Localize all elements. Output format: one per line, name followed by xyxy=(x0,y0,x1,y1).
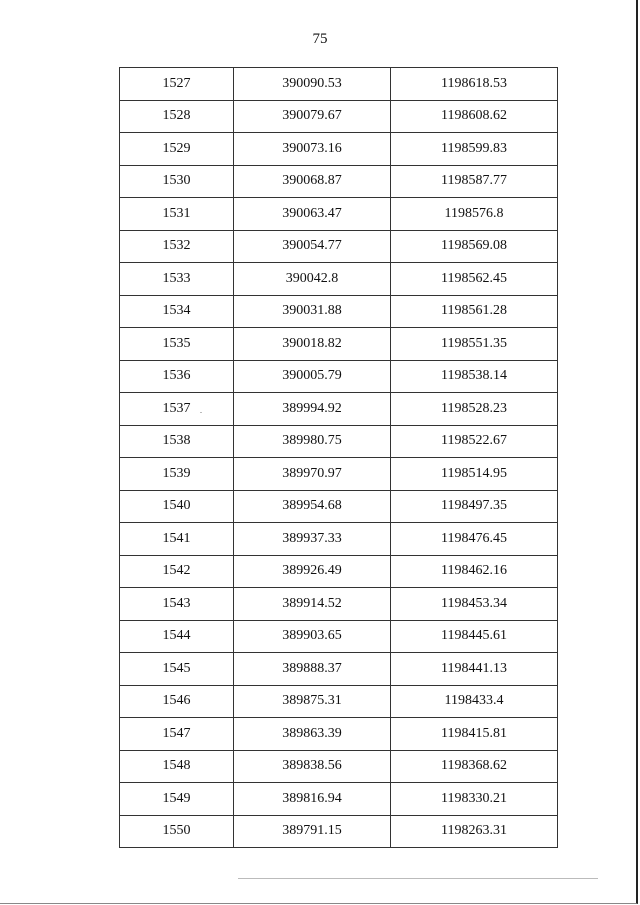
point-number-cell: 1533 xyxy=(120,263,234,296)
table-row xyxy=(120,393,558,426)
y-coordinate-cell: 1198569.08 xyxy=(391,230,558,263)
coordinates-table-body xyxy=(120,68,558,848)
point-number-cell: 1542 xyxy=(120,555,234,588)
y-coordinate-cell: 1198433.4 xyxy=(391,685,558,718)
x-coordinate-cell: 389926.49 xyxy=(234,555,391,588)
point-number-cell: 1543 xyxy=(120,588,234,621)
y-coordinate-cell: 1198576.8 xyxy=(391,198,558,231)
y-coordinate-cell: 1198497.35 xyxy=(391,490,558,523)
table-row xyxy=(120,523,558,556)
x-coordinate-cell: 390005.79 xyxy=(234,360,391,393)
x-coordinate-cell: 389816.94 xyxy=(234,783,391,816)
point-number-cell: 1535 xyxy=(120,328,234,361)
table-row xyxy=(120,425,558,458)
table-row xyxy=(120,263,558,296)
point-number-cell: 1536 xyxy=(120,360,234,393)
point-number-cell: 1549 xyxy=(120,783,234,816)
y-coordinate-cell: 1198528.23 xyxy=(391,393,558,426)
point-number-cell: 1539 xyxy=(120,458,234,491)
x-coordinate-cell: 389838.56 xyxy=(234,750,391,783)
point-number-cell: 1545 xyxy=(120,653,234,686)
table-row xyxy=(120,490,558,523)
y-coordinate-cell: 1198330.21 xyxy=(391,783,558,816)
y-coordinate-cell: 1198551.35 xyxy=(391,328,558,361)
x-coordinate-cell: 389903.65 xyxy=(234,620,391,653)
x-coordinate-cell: 390079.67 xyxy=(234,100,391,133)
table-row xyxy=(120,783,558,816)
table-row xyxy=(120,360,558,393)
page-number: 75 xyxy=(312,31,328,47)
table-row xyxy=(120,815,558,848)
y-coordinate-cell: 1198514.95 xyxy=(391,458,558,491)
x-coordinate-cell: 389954.68 xyxy=(234,490,391,523)
table-row xyxy=(120,685,558,718)
table-row xyxy=(120,230,558,263)
x-coordinate-cell: 389791.15 xyxy=(234,815,391,848)
y-coordinate-cell: 1198599.83 xyxy=(391,133,558,166)
table-row xyxy=(120,653,558,686)
x-coordinate-cell: 390090.53 xyxy=(234,68,391,101)
y-coordinate-cell: 1198587.77 xyxy=(391,165,558,198)
point-number-cell: 1541 xyxy=(120,523,234,556)
coordinates-table xyxy=(119,67,558,848)
table-row xyxy=(120,198,558,231)
point-number-cell: 1544 xyxy=(120,620,234,653)
x-coordinate-cell: 390042.8 xyxy=(234,263,391,296)
point-number-cell: 1540 xyxy=(120,490,234,523)
point-number-cell: 1548 xyxy=(120,750,234,783)
x-coordinate-cell: 390068.87 xyxy=(234,165,391,198)
point-number-cell: 1534 xyxy=(120,295,234,328)
point-number-cell: 1527 xyxy=(120,68,234,101)
point-number-cell: 1537 xyxy=(120,393,234,426)
scan-speck xyxy=(200,412,202,413)
table-row xyxy=(120,68,558,101)
x-coordinate-cell: 389875.31 xyxy=(234,685,391,718)
y-coordinate-cell: 1198522.67 xyxy=(391,425,558,458)
table-row xyxy=(120,328,558,361)
x-coordinate-cell: 390054.77 xyxy=(234,230,391,263)
y-coordinate-cell: 1198618.53 xyxy=(391,68,558,101)
y-coordinate-cell: 1198462.16 xyxy=(391,555,558,588)
y-coordinate-cell: 1198415.81 xyxy=(391,718,558,751)
y-coordinate-cell: 1198476.45 xyxy=(391,523,558,556)
table-row xyxy=(120,100,558,133)
bottom-rule xyxy=(238,878,598,879)
x-coordinate-cell: 389914.52 xyxy=(234,588,391,621)
point-number-cell: 1546 xyxy=(120,685,234,718)
point-number-cell: 1528 xyxy=(120,100,234,133)
table-row xyxy=(120,133,558,166)
point-number-cell: 1550 xyxy=(120,815,234,848)
table-row xyxy=(120,588,558,621)
x-coordinate-cell: 390063.47 xyxy=(234,198,391,231)
table-row xyxy=(120,750,558,783)
y-coordinate-cell: 1198453.34 xyxy=(391,588,558,621)
point-number-cell: 1529 xyxy=(120,133,234,166)
x-coordinate-cell: 389937.33 xyxy=(234,523,391,556)
x-coordinate-cell: 389980.75 xyxy=(234,425,391,458)
y-coordinate-cell: 1198445.61 xyxy=(391,620,558,653)
point-number-cell: 1532 xyxy=(120,230,234,263)
point-number-cell: 1530 xyxy=(120,165,234,198)
x-coordinate-cell: 389888.37 xyxy=(234,653,391,686)
x-coordinate-cell: 389994.92 xyxy=(234,393,391,426)
x-coordinate-cell: 389970.97 xyxy=(234,458,391,491)
y-coordinate-cell: 1198561.28 xyxy=(391,295,558,328)
x-coordinate-cell: 389863.39 xyxy=(234,718,391,751)
x-coordinate-cell: 390018.82 xyxy=(234,328,391,361)
x-coordinate-cell: 390073.16 xyxy=(234,133,391,166)
table-row xyxy=(120,555,558,588)
y-coordinate-cell: 1198263.31 xyxy=(391,815,558,848)
table-row xyxy=(120,718,558,751)
point-number-cell: 1531 xyxy=(120,198,234,231)
y-coordinate-cell: 1198562.45 xyxy=(391,263,558,296)
point-number-cell: 1547 xyxy=(120,718,234,751)
table-row xyxy=(120,165,558,198)
y-coordinate-cell: 1198441.13 xyxy=(391,653,558,686)
point-number-cell: 1538 xyxy=(120,425,234,458)
y-coordinate-cell: 1198608.62 xyxy=(391,100,558,133)
y-coordinate-cell: 1198538.14 xyxy=(391,360,558,393)
table-row xyxy=(120,458,558,491)
table-row xyxy=(120,620,558,653)
table-row xyxy=(120,295,558,328)
x-coordinate-cell: 390031.88 xyxy=(234,295,391,328)
y-coordinate-cell: 1198368.62 xyxy=(391,750,558,783)
